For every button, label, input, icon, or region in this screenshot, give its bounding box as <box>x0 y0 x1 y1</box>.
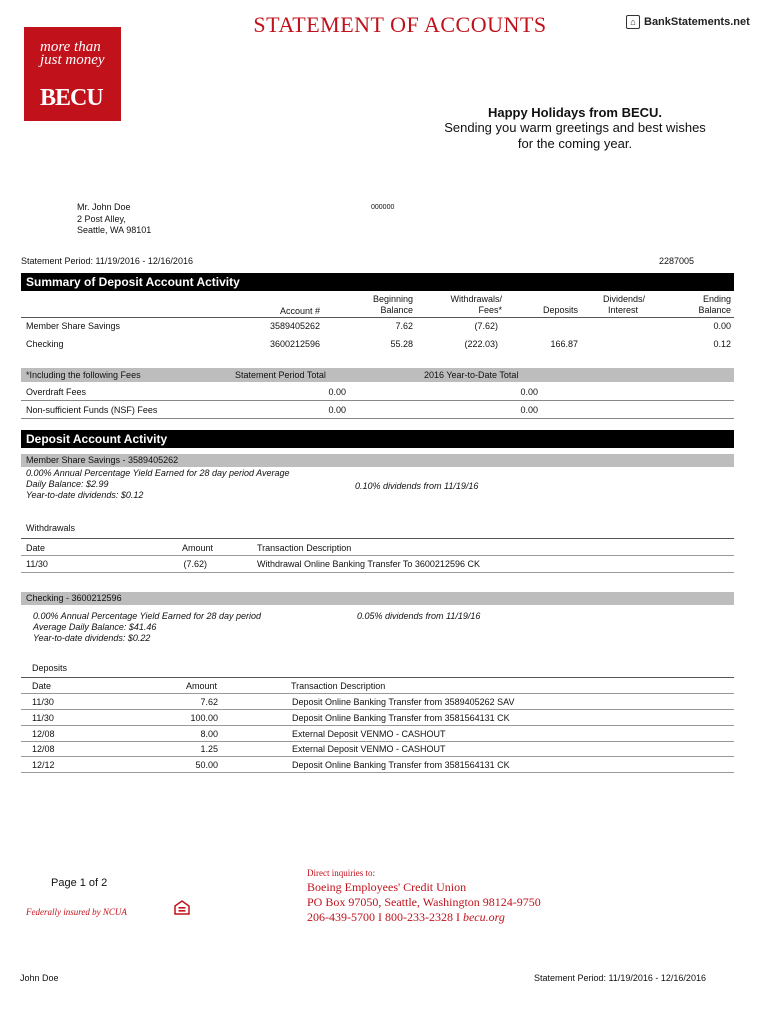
savings-dividend-rate: 0.10% dividends from 11/19/16 <box>355 481 479 491</box>
ncua-notice: Federally insured by NCUA <box>26 907 127 917</box>
txn-description: Deposit Online Banking Transfer from 3581564131 CK <box>292 760 510 770</box>
account-number: 3600212596 <box>269 339 320 349</box>
divider <box>21 555 734 556</box>
savings-avg-balance: Daily Balance: $2.99 <box>26 479 109 489</box>
statement-title: STATEMENT OF ACCOUNTS <box>253 12 547 37</box>
divider <box>21 418 734 419</box>
fees-header-label: *Including the following Fees <box>26 370 141 380</box>
col-dividends-1: Dividends/ <box>602 294 645 304</box>
savings-account-bar: Member Share Savings - 3589405262 <box>21 454 734 467</box>
txn-amount: 50.00 <box>195 760 218 770</box>
fee-label: Overdraft Fees <box>26 387 87 397</box>
footer-name: John Doe <box>20 973 59 983</box>
divider <box>21 756 734 757</box>
savings-ytd-dividends: Year-to-date dividends: $0.12 <box>26 490 144 500</box>
col-ending-2: Balance <box>698 305 731 315</box>
txn-description: External Deposit VENMO - CASHOUT <box>292 744 446 754</box>
greeting-title: Happy Holidays from BECU. <box>487 105 663 120</box>
mailing-address <box>77 202 151 237</box>
col-description: Transaction Description <box>291 681 386 691</box>
bankstatements-logo <box>626 15 750 29</box>
greeting-line-2: for the coming year. <box>517 136 633 151</box>
address-street: 2 Post Alley, <box>77 213 126 224</box>
col-account: Account # <box>279 306 320 316</box>
credit-union-name: Boeing Employees' Credit Union <box>307 880 467 894</box>
fee-ytd: 0.00 <box>520 387 538 397</box>
divider <box>21 693 734 694</box>
col-beginning-1: Beginning <box>372 294 413 304</box>
txn-date: 11/30 <box>26 559 48 569</box>
col-description: Transaction Description <box>257 543 352 553</box>
beginning-balance: 7.62 <box>395 321 413 331</box>
col-ending-1: Ending <box>702 294 731 304</box>
txn-date: 12/08 <box>32 744 55 754</box>
credit-union-website[interactable]: becu.org <box>462 910 505 924</box>
txn-amount: 100.00 <box>190 713 218 723</box>
greeting-line-1: Sending you warm greetings and best wishes <box>444 120 706 135</box>
txn-date: 12/08 <box>32 729 55 739</box>
txn-date: 11/30 <box>32 697 54 707</box>
divider <box>21 317 734 318</box>
ending-balance: 0.12 <box>713 339 731 349</box>
logo-tagline-2: just money <box>40 52 105 68</box>
bank-icon: ⌂ <box>626 15 640 29</box>
col-date: Date <box>26 543 46 553</box>
txn-description: External Deposit VENMO - CASHOUT <box>292 729 446 739</box>
deposits-label: Deposits <box>32 663 68 673</box>
divider <box>21 741 734 742</box>
fees-header <box>21 368 734 382</box>
txn-description: Deposit Online Banking Transfer from 3581564131 CK <box>292 713 510 723</box>
credit-union-phone-line <box>307 910 541 925</box>
savings-apy: 0.00% Annual Percentage Yield Earned for 28 day period Average <box>26 468 290 478</box>
logo-tagline-1: more than <box>40 39 101 55</box>
address-city: Seattle, WA 98101 <box>77 225 152 235</box>
fee-period: 0.00 <box>328 405 346 415</box>
txn-date: 12/12 <box>32 760 55 770</box>
checking-avg-balance: Average Daily Balance: $41.46 <box>33 622 157 632</box>
fee-label: Non-sufficient Funds (NSF) Fees <box>26 405 158 415</box>
txn-amount: 1.25 <box>200 744 218 754</box>
contact-block <box>307 880 541 925</box>
txn-amount: 7.62 <box>200 697 218 707</box>
fee-ytd: 0.00 <box>520 405 538 415</box>
fees-header-ytd: 2016 Year-to-Date Total <box>424 370 519 380</box>
watermark-text: BankStatements.net <box>644 16 750 28</box>
credit-union-phone: 206-439-5700 I 800-233-2328 I <box>307 910 460 924</box>
summary-title: Summary of Deposit Account Activity <box>21 273 734 291</box>
statement-ref: 2287005 <box>659 256 695 266</box>
divider <box>21 772 734 773</box>
fee-period: 0.00 <box>328 387 346 397</box>
page-number: Page 1 of 2 <box>51 877 108 889</box>
account-name: Member Share Savings <box>26 321 121 331</box>
inquiries-label: Direct inquiries to: <box>307 868 375 878</box>
col-dividends-2: Interest <box>607 305 638 315</box>
divider <box>21 538 734 539</box>
txn-amount: 8.00 <box>200 729 218 739</box>
address-code: 000000 <box>371 204 395 211</box>
withdrawals: (222.03) <box>464 339 498 349</box>
divider <box>21 400 734 401</box>
checking-account-bar: Checking - 3600212596 <box>21 592 734 605</box>
greeting <box>425 105 725 152</box>
beginning-balance: 55.28 <box>390 339 413 349</box>
col-withdrawals-2: Fees* <box>478 305 502 315</box>
ending-balance: 0.00 <box>713 321 731 331</box>
credit-union-address: PO Box 97050, Seattle, Washington 98124-9750 <box>307 895 541 909</box>
divider <box>21 725 734 726</box>
divider <box>21 572 734 573</box>
activity-title: Deposit Account Activity <box>21 430 734 448</box>
txn-description: Withdrawal Online Banking Transfer To 3600212596 CK <box>257 559 480 569</box>
txn-amount: (7.62) <box>183 559 207 569</box>
divider <box>21 709 734 710</box>
logo-brand: BECU <box>40 85 103 111</box>
checking-apy: 0.00% Annual Percentage Yield Earned for 28 day period <box>33 611 261 621</box>
col-amount: Amount <box>181 543 213 553</box>
account-name: Checking <box>26 339 64 349</box>
withdrawals-label: Withdrawals <box>26 523 76 533</box>
account-number: 3589405262 <box>269 321 320 331</box>
fees-header-period: Statement Period Total <box>235 370 326 380</box>
footer-period: Statement Period: 11/19/2016 - 12/16/2016 <box>534 973 706 983</box>
txn-description: Deposit Online Banking Transfer from 3589405262 SAV <box>292 697 515 707</box>
col-amount: Amount <box>185 681 217 691</box>
divider <box>21 677 734 678</box>
equal-housing-icon <box>174 899 190 915</box>
deposits: 166.87 <box>550 339 578 349</box>
withdrawals: (7.62) <box>474 321 498 331</box>
statement-period: Statement Period: 11/19/2016 - 12/16/2016 <box>21 256 193 266</box>
checking-ytd-dividends: Year-to-date dividends: $0.22 <box>33 633 151 643</box>
col-deposits: Deposits <box>542 305 578 315</box>
col-beginning-2: Balance <box>380 305 413 315</box>
becu-logo <box>24 27 121 121</box>
col-withdrawals-1: Withdrawals/ <box>450 294 502 304</box>
txn-date: 11/30 <box>32 713 54 723</box>
col-date: Date <box>32 681 52 691</box>
address-name: Mr. John Doe <box>77 202 131 212</box>
checking-dividend-rate: 0.05% dividends from 11/19/16 <box>357 611 481 621</box>
